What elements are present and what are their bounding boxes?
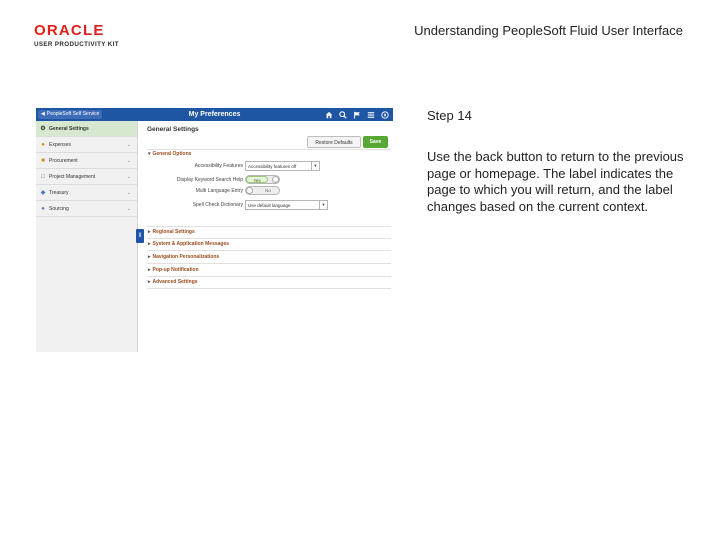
group-label: Regional Settings	[152, 229, 195, 235]
group-advanced-settings[interactable]	[148, 279, 198, 285]
page-title: Understanding PeopleSoft Fluid User Interface	[414, 23, 683, 38]
group-navigation-personalizations[interactable]	[148, 254, 219, 260]
divider	[147, 149, 391, 150]
select-value: Accessibility features off	[248, 164, 297, 169]
treasury-icon: ◆	[40, 190, 46, 196]
field-label: Spell Check Dictionary	[192, 202, 243, 208]
toggle-value: Yes	[246, 176, 268, 183]
sidebar-item-project-management[interactable]	[36, 169, 137, 185]
sidebar-item-general-settings[interactable]	[36, 121, 137, 137]
back-button-label: PeopleSoft Self Service	[46, 111, 100, 117]
group-popup-notification[interactable]	[148, 267, 199, 273]
divider	[147, 276, 391, 277]
chevron-down-icon: ⌄	[126, 141, 131, 148]
logo-subtitle: USER PRODUCTIVITY KIT	[34, 41, 119, 48]
flag-icon[interactable]	[353, 111, 361, 119]
toggle-value: No	[265, 188, 271, 193]
sidebar-item-label: Expenses	[49, 141, 71, 148]
step-description: Use the back button to return to the previous page or homepage. The label indicates the page to which you will return, and the label changes based on the current context.	[427, 149, 684, 214]
triangle-right-icon: ▸	[148, 279, 151, 285]
section-title: General Settings	[147, 126, 199, 133]
triangle-right-icon: ▸	[148, 254, 151, 260]
group-general-options[interactable]	[148, 151, 191, 157]
sidebar-item-label: General Settings	[49, 125, 89, 132]
chevron-down-icon: ⌄	[126, 157, 131, 164]
restore-defaults-button[interactable]: Restore Defaults	[307, 136, 361, 148]
main-content	[145, 121, 393, 352]
divider	[147, 263, 391, 264]
step-title: Step 14	[427, 108, 472, 123]
group-label: System & Application Messages	[152, 241, 230, 247]
save-button[interactable]: Save	[363, 136, 388, 148]
chevron-down-icon: ⌄	[126, 189, 131, 196]
accessibility-select[interactable]	[245, 161, 320, 171]
field-label: Display Keyword Search Help	[176, 177, 243, 183]
sidebar-item-label: Project Management	[49, 173, 96, 180]
procurement-icon: ■	[41, 157, 45, 164]
chevron-down-icon: ▼	[311, 162, 319, 170]
spell-check-select[interactable]	[245, 200, 328, 210]
app-screenshot	[36, 108, 393, 352]
divider	[147, 238, 391, 239]
keyword-help-toggle[interactable]	[245, 175, 280, 184]
chevron-down-icon: ⌄	[126, 173, 131, 180]
sourcing-icon: ●	[41, 205, 45, 212]
sidebar-item-treasury[interactable]	[36, 185, 137, 201]
field-label: Accessibility Features	[194, 163, 243, 169]
triangle-right-icon: ▸	[148, 229, 151, 235]
group-label: Pop-up Notification	[152, 267, 199, 273]
oracle-upk-logo	[34, 24, 124, 48]
group-regional-settings[interactable]	[148, 229, 195, 235]
sidebar-item-label: Sourcing	[49, 205, 69, 212]
app-banner	[36, 108, 393, 121]
group-system-messages[interactable]	[148, 241, 229, 247]
divider	[147, 250, 391, 251]
sidebar-item-procurement[interactable]	[36, 153, 137, 169]
compass-icon[interactable]	[381, 111, 389, 119]
divider	[147, 226, 391, 227]
chevron-down-icon: ⌄	[126, 205, 131, 212]
toggle-knob	[272, 176, 279, 183]
select-value: Use default language	[248, 203, 291, 208]
expenses-icon: ●	[41, 141, 45, 148]
menu-icon[interactable]	[367, 111, 375, 119]
logo-oracle-text: ORACLE	[34, 22, 105, 39]
toggle-knob	[246, 187, 253, 194]
triangle-right-icon: ▸	[148, 241, 151, 247]
field-label: Multi Language Entry	[195, 188, 243, 194]
gear-icon: ⚙	[40, 126, 46, 132]
multi-language-toggle[interactable]	[245, 186, 280, 195]
sidebar	[36, 121, 138, 352]
group-label: General Options	[152, 151, 192, 157]
back-arrow-icon: ◀	[41, 111, 45, 117]
home-icon[interactable]	[325, 111, 333, 119]
divider	[147, 288, 391, 289]
group-label: Advanced Settings	[152, 279, 198, 285]
search-icon[interactable]	[339, 111, 347, 119]
collapse-sidebar-handle[interactable]	[136, 229, 144, 243]
chevron-down-icon: ▼	[319, 201, 327, 209]
pause-bars-icon: ‖	[138, 233, 142, 239]
sidebar-item-label: Treasury	[49, 189, 69, 196]
triangle-right-icon: ▸	[148, 267, 151, 273]
sidebar-item-label: Procurement	[49, 157, 78, 164]
window-title: My Preferences	[188, 111, 241, 118]
triangle-down-icon: ▾	[148, 151, 151, 157]
sidebar-item-expenses[interactable]	[36, 137, 137, 153]
group-label: Navigation Personalizations	[152, 254, 220, 260]
sidebar-item-sourcing[interactable]	[36, 201, 137, 217]
project-icon: □	[41, 173, 45, 180]
